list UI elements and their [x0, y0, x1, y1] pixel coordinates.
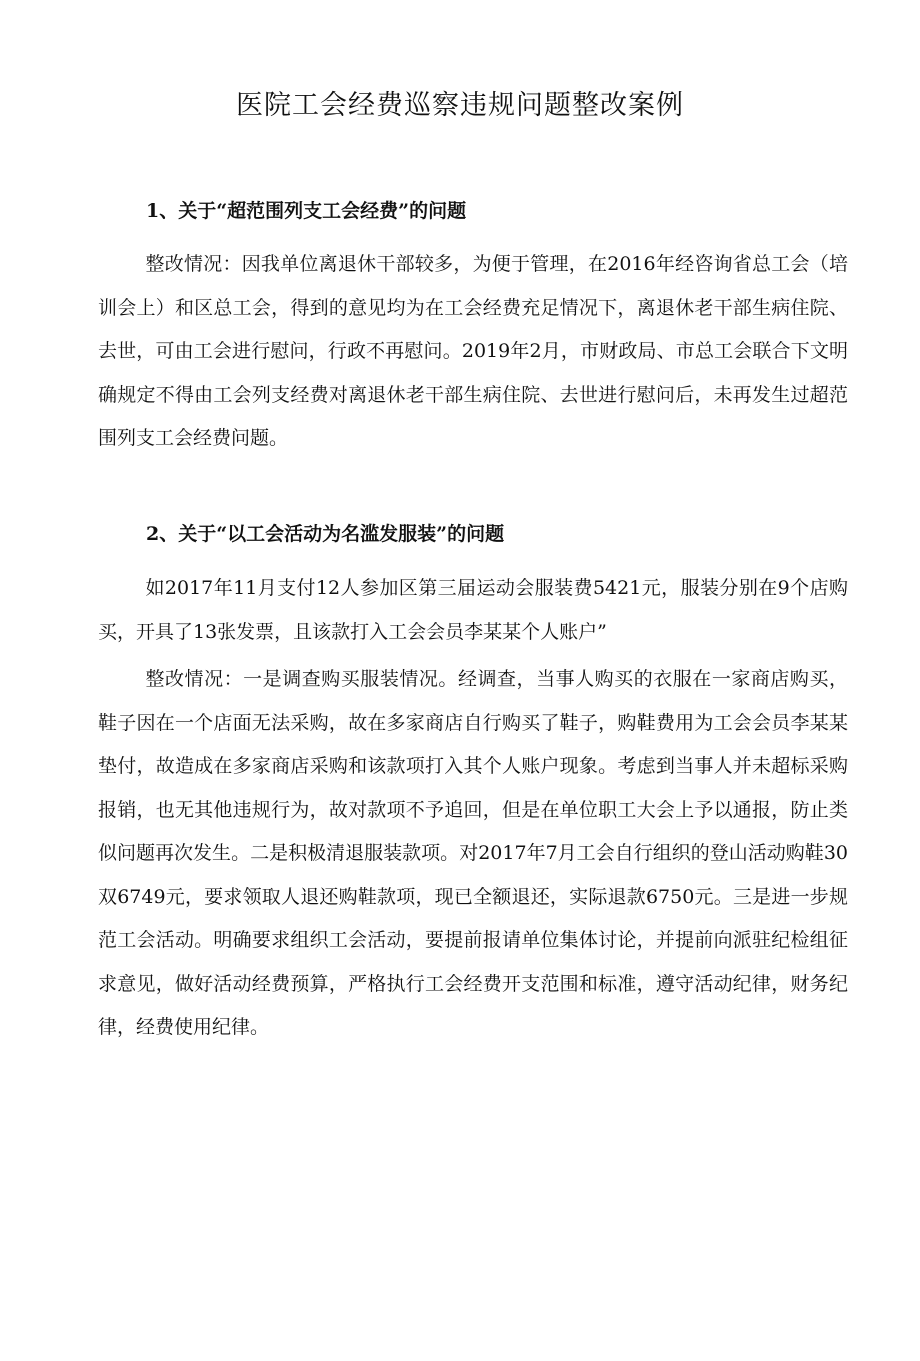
document-title: 医院工会经费巡察违规问题整改案例 — [236, 90, 684, 121]
section-2-paragraph-1: 如2017年11月支付12人参加区第三届运动会服装费5421元，服装分别在9个店购买，开具了13张发票，且该款打入工会会员李某某个人账户” — [98, 577, 848, 643]
section-1-paragraph-1: 整改情况：因我单位离退休干部较多，为便于管理，在2016年经咨询省总工会（培训会上）和区总工会，得到的意见均为在工会经费充足情况下，离退休老干部生病住院、去世，可由工会进行慰问，行政不再慰问。2019年2月，市财政局、市总工会联合下文明确规定不得由工会列支经费对离退休老干部生病住院、去世进行慰问后，未再发生过超范围列支工会经费问题。 — [98, 253, 848, 449]
section-2-heading: 2、关于“以工会活动为名滥发服装”的问题 — [146, 523, 505, 545]
section-2-paragraph-2: 整改情况：一是调查购买服装情况。经调查，当事人购买的衣服在一家商店购买，鞋子因在一个店面无法采购，故在多家商店自行购买了鞋子，购鞋费用为工会会员李某某垫付，故造成在多家商店采购和该款项打入其个人账户现象。考虑到当事人并未超标采购报销，也无其他违规行为，故对款项不予追回，但是在单位职工大会上予以通报，防止类似问题再次发生。二是积极清退服装款项。对2017年7月工会自行组织的登山活动购鞋30双6749元，要求领取人退还购鞋款项，现已全额退还，实际退款6750元。三是进一步规范工会活动。明确要求组织工会活动，要提前报请单位集体讨论，并提前向派驻纪检组征求意见，做好活动经费预算，严格执行工会经费开支范围和标准，遵守活动纪律，财务纪律，经费使用纪律。 — [98, 668, 848, 1038]
section-1-heading: 1、关于“超范围列支工会经费”的问题 — [146, 200, 467, 222]
